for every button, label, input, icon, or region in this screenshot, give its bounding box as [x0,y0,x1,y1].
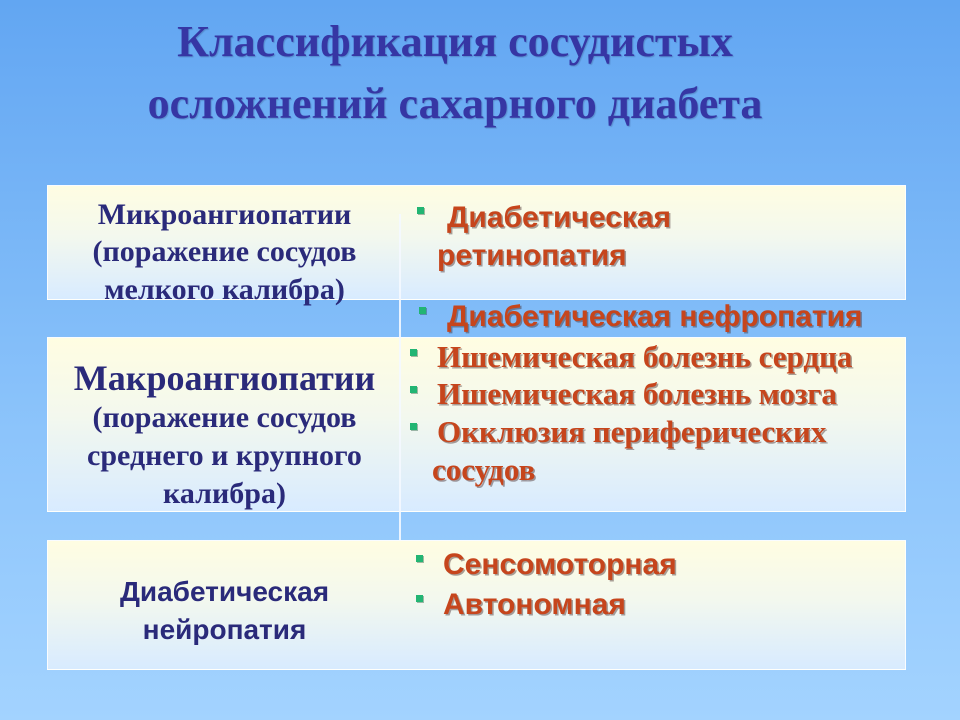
square-bullet-icon [410,349,417,356]
item-line: Сенсомоторная [443,548,677,581]
label-line: мелкого калибра) [104,273,345,306]
item-line: Диабетическая [447,201,672,234]
label-line: Диабетическая [119,576,330,607]
label-line: (поражение сосудов [92,235,357,268]
item-line: Ишемическая болезнь мозга [437,376,837,411]
label-line: среднего и крупного [87,439,362,472]
title-line-2: осложнений сахарного диабета [147,79,763,128]
item-line: сосудов [432,452,536,487]
item-line: Окклюзия периферических [437,414,827,449]
label-line: нейропатия [142,614,307,645]
label-line: калибра) [163,477,286,510]
item-line: ретинопатия [437,239,627,272]
title-line-1: Классификация сосудистых [177,17,733,66]
square-bullet-icon [416,595,423,602]
square-bullet-icon [410,386,417,393]
item-line: Ишемическая болезнь сердца [437,339,853,374]
item-line: Автономная [443,588,626,621]
label-line: Макроангиопатии [73,358,376,398]
square-bullet-icon [417,207,424,214]
label-line: (поражение сосудов [92,401,357,434]
square-bullet-icon [416,555,423,562]
item-line: Диабетическая нефропатия [447,300,863,333]
square-bullet-icon [419,307,426,314]
square-bullet-icon [410,423,417,430]
label-line: Микроангиопатии [97,198,352,231]
